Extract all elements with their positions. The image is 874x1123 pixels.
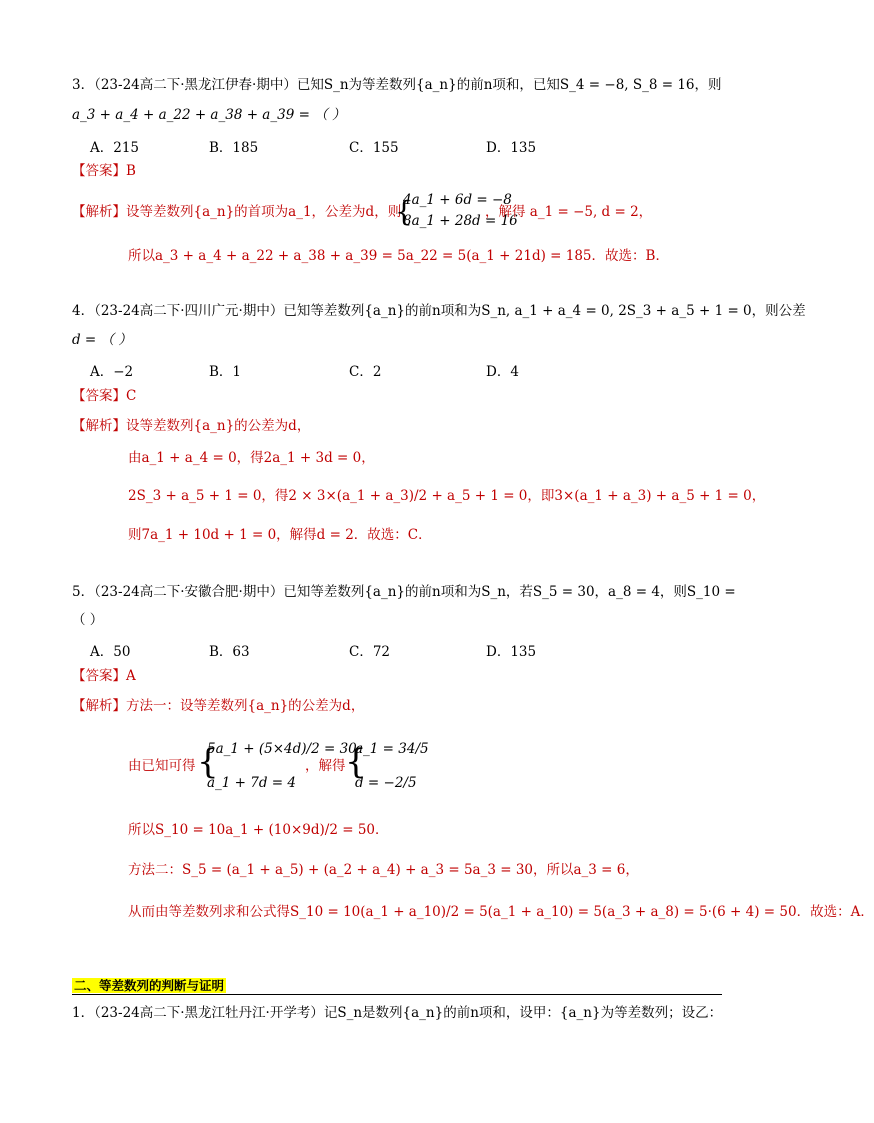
q4-analysis-line2: 由a_1 + a_4 = 0，得2a_1 + 3d = 0， [128,450,375,466]
q4-option-b: B．1 [209,364,242,380]
answer-tag: 【答案】 [72,163,126,179]
q3-option-a: A．215 [90,140,140,156]
q4-stem-line1: 4．（23-24高二下·四川广元·期中）已知等差数列{a_n}的前n项和为S_n, a_1 + a_4 = 0, 2S_3 + a_5 + 1 = 0，则公差 [72,303,806,319]
q4-analysis-line3: 2S_3 + a_5 + 1 = 0，得2 × 3×(a_1 + a_3)/2 + a_5 + 1 = 0，即3×(a_1 + a_3) + a_5 + 1 = 0， [128,488,766,504]
q3-system-bottom: 8a_1 + 28d = 16 [403,213,518,229]
q3-analysis-text1: 设等差数列{a_n}的首项为a_1，公差为d，则 [126,204,402,220]
q5-analysis-text1: 方法一：设等差数列{a_n}的公差为d， [126,698,365,714]
q5-option-c: C．72 [349,644,391,660]
section2-divider [72,994,722,995]
q3-stem-line1: 3．（23-24高二下·黑龙江伊春·期中）已知S_n为等差数列{a_n}的前n项和，已知S_4 = −8, S_8 = 16，则 [72,77,722,93]
q4-analysis-line1 [72,417,310,435]
q5-stem-line2: （ ） [72,612,104,628]
analysis-tag: 【解析】 [72,204,126,220]
q5-system1-top: 5a_1 + (5×4d)/2 = 30 [207,741,357,757]
answer-tag: 【答案】 [72,668,126,684]
q4-option-d: D．4 [486,364,519,380]
q5-analysis-line4: 方法二：S_5 = (a_1 + a_5) + (a_2 + a_4) + a_3 = 5a_3 = 30，所以a_3 = 6， [128,862,639,878]
q4-analysis-text1: 设等差数列{a_n}的公差为d， [126,418,311,434]
q4-stem-line2: d = （ ） [72,332,132,348]
q4-answer-row [72,387,136,405]
q5-option-d: D．135 [486,644,537,660]
q5-known-prefix: 由已知可得 [128,758,196,774]
q3-system-top: 4a_1 + 6d = −8 [403,192,512,208]
q3-analysis-solve: ，解得 a_1 = −5, d = 2， [485,204,653,220]
q3-option-c: C．155 [349,140,399,156]
q3-option-b: B．185 [209,140,259,156]
q3-option-d: D．135 [486,140,537,156]
analysis-tag: 【解析】 [72,418,126,434]
q3-stem-line2: a_3 + a_4 + a_22 + a_38 + a_39 = （ ） [72,107,346,123]
q5-system2-brace: { [345,742,367,782]
q1-stem-line1: 1．（23-24高二下·黑龙江牡丹江·开学考）记S_n是数列{a_n}的前n项和，设甲：{a_n}为等差数列；设乙： [72,1005,723,1021]
q5-system1-brace: { [197,742,219,782]
q5-answer-row [72,667,136,685]
q4-option-c: C．2 [349,364,382,380]
q4-answer: C [126,388,137,404]
analysis-tag: 【解析】 [72,698,126,714]
section2-heading [72,977,226,995]
q5-system2-bottom: d = −2/5 [355,775,417,791]
q5-system2-top: a_1 = 34/5 [355,741,429,757]
q5-analysis-line3: 所以S_10 = 10a_1 + (10×9d)/2 = 50． [128,822,389,838]
q5-system1-bottom: a_1 + 7d = 4 [207,775,296,791]
q5-analysis-line5: 从而由等差数列求和公式得S_10 = 10(a_1 + a_10)/2 = 5(a_1 + a_10) = 5(a_3 + a_8) = 5·(6 + 4) = 50．故选：A． [128,904,874,920]
q3-answer: B [126,163,136,179]
q5-answer: A [126,668,136,684]
q5-stem-line1: 5．（23-24高二下·安徽合肥·期中）已知等差数列{a_n}的前n项和为S_n，若S_5 = 30，a_8 = 4，则S_10 = [72,584,736,600]
q3-analysis-line2: 所以a_3 + a_4 + a_22 + a_38 + a_39 = 5a_22 = 5(a_1 + 21d) = 185．故选：B． [128,248,669,264]
q3-analysis-line1 [72,203,401,221]
q3-system-brace: { [395,195,413,228]
answer-tag: 【答案】 [72,388,126,404]
q3-answer-row [72,162,136,180]
q5-option-b: B．63 [209,644,250,660]
q4-option-a: A．−2 [90,364,134,380]
q4-analysis-line4: 则7a_1 + 10d + 1 = 0，解得d = 2．故选：C． [128,527,432,543]
section2-title: 二、等差数列的判断与证明 [74,978,225,993]
q5-option-a: A．50 [90,644,131,660]
q5-analysis-line1 [72,697,364,715]
q5-solve-word: ，解得 [305,758,346,774]
